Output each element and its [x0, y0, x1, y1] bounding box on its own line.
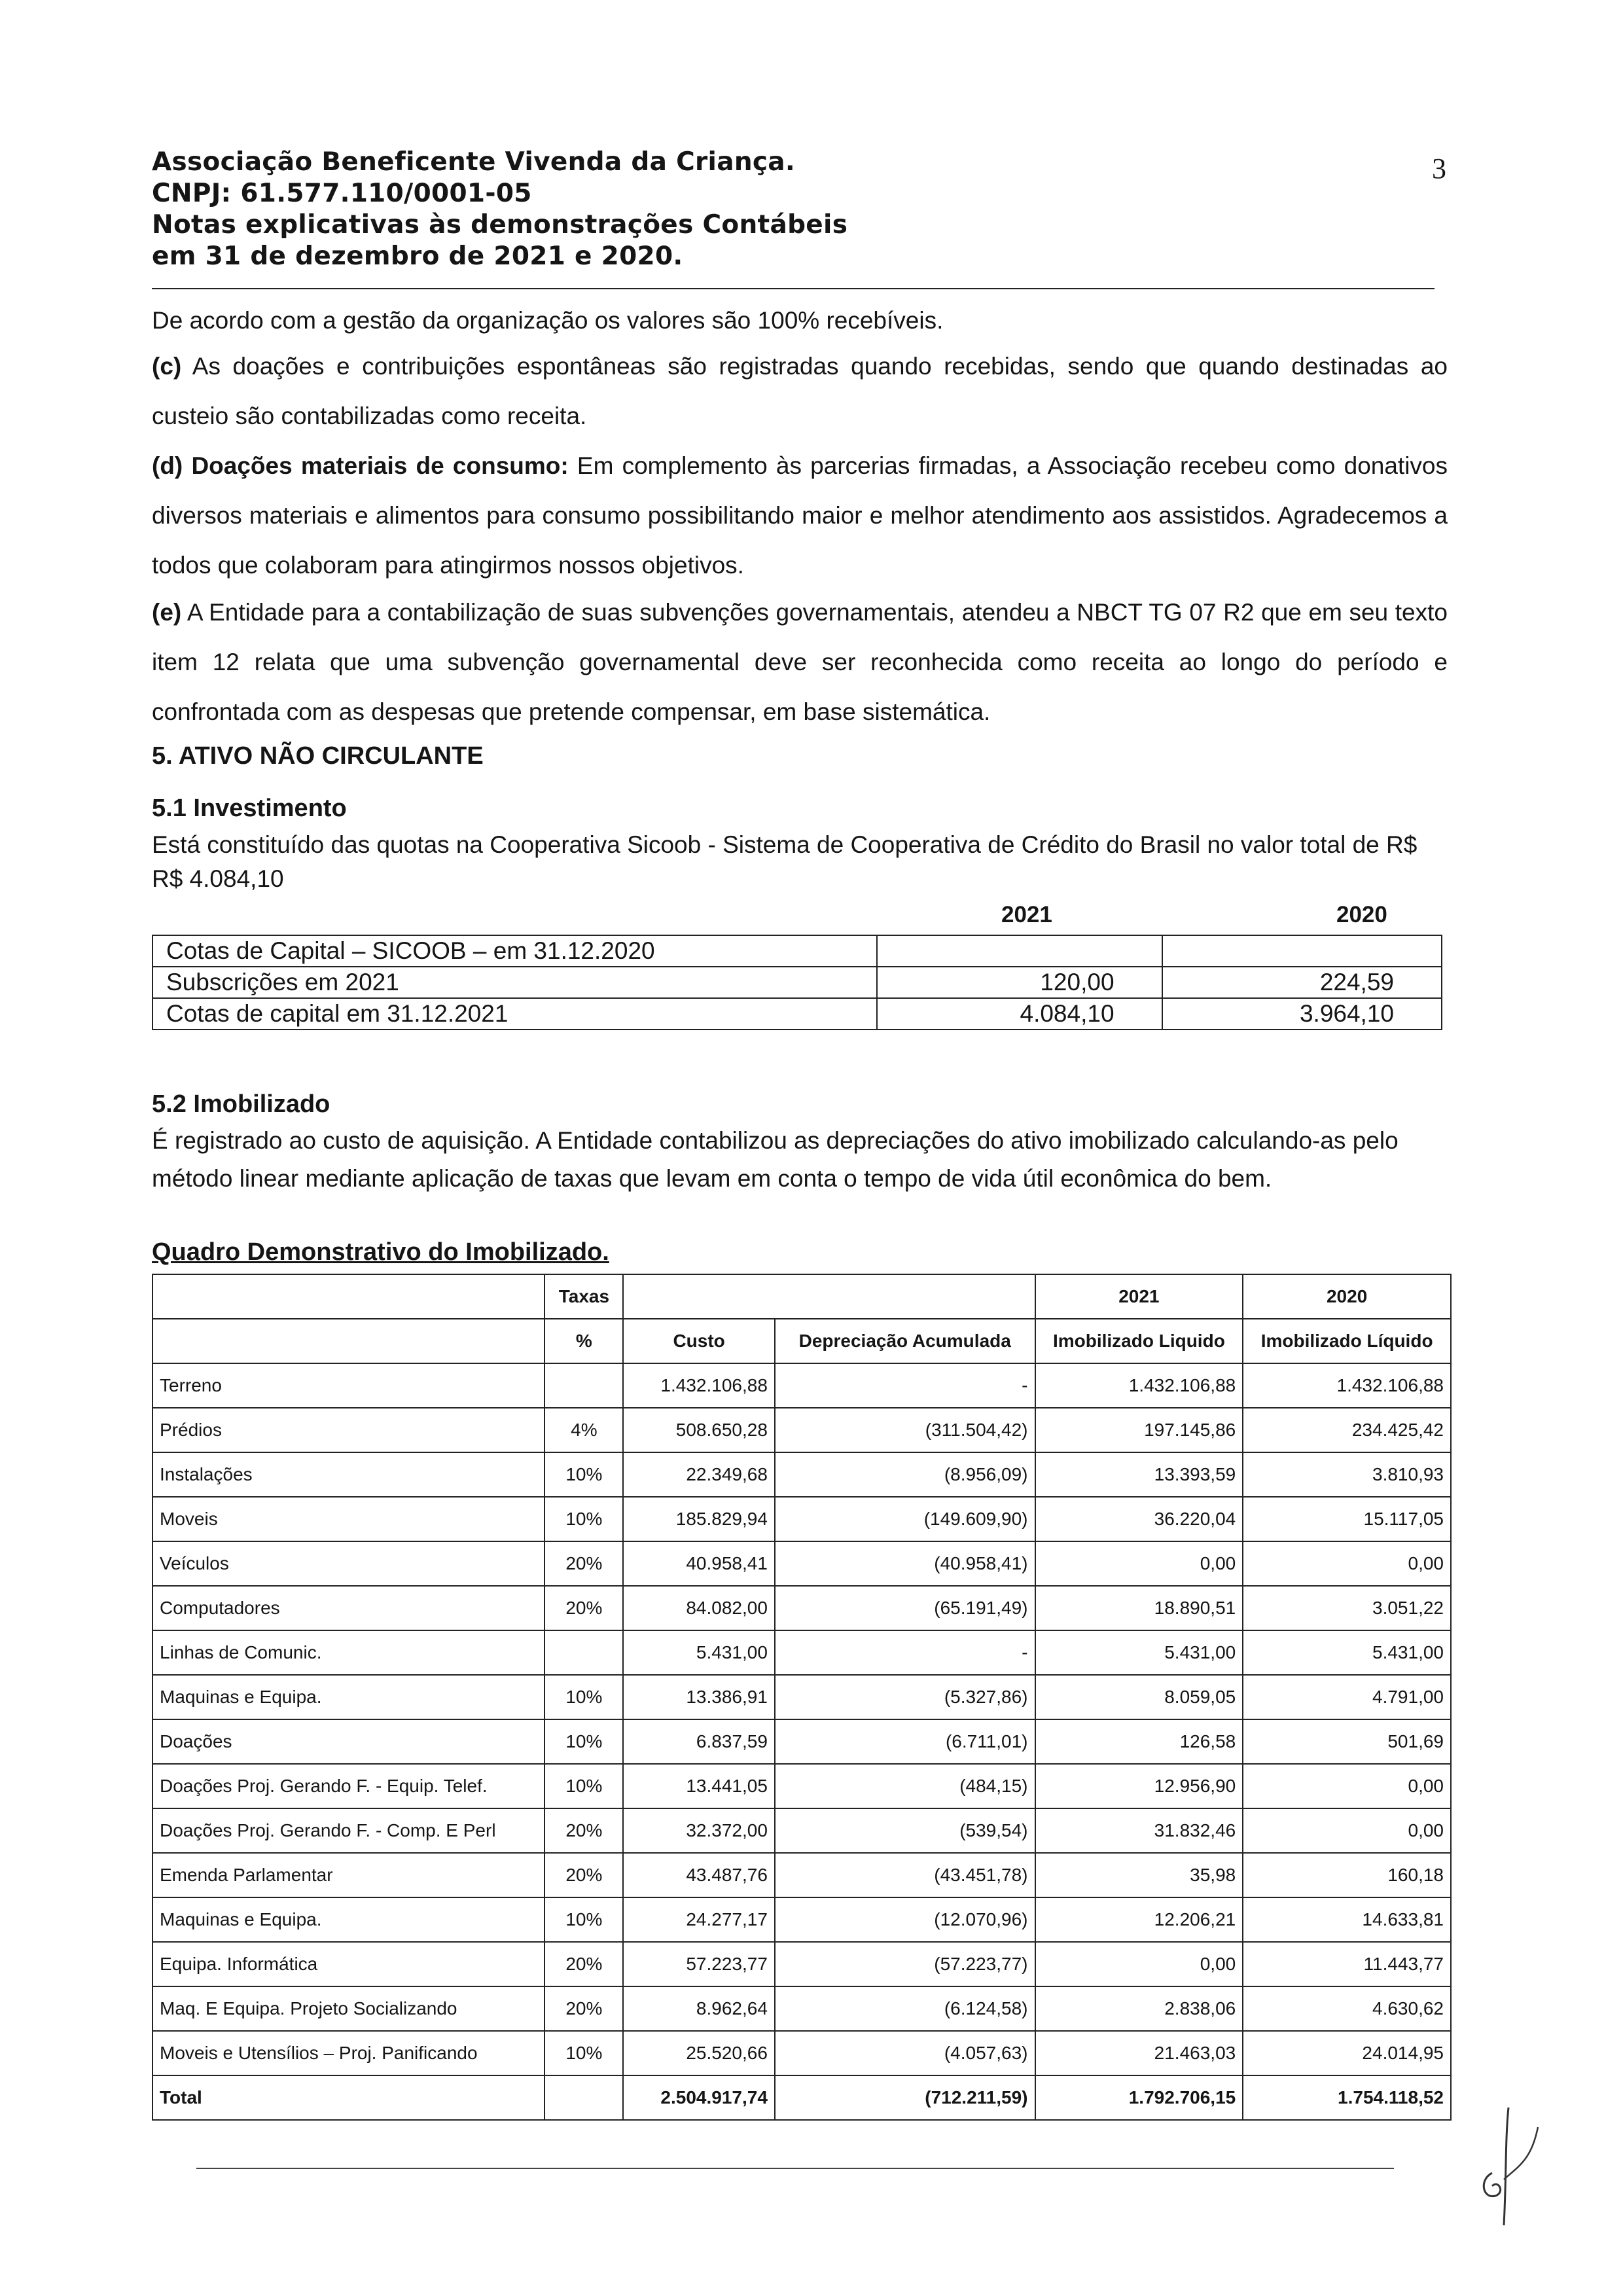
- table-header-row: [152, 1319, 1451, 1363]
- footer-divider: [196, 2168, 1394, 2169]
- cost: 43.487,76: [623, 1853, 775, 1897]
- cost: 57.223,77: [623, 1942, 775, 1986]
- table-row: [152, 1853, 1451, 1897]
- depreciation-rate: 20%: [544, 1541, 623, 1586]
- table-row: [152, 967, 1442, 998]
- investment-label: Cotas de Capital – SICOOB – em 31.12.2020: [152, 935, 877, 967]
- paragraph-d: [152, 441, 1448, 590]
- net-value-2021: 126,58: [1035, 1719, 1243, 1764]
- accumulated-depreciation: (149.609,90): [775, 1497, 1035, 1541]
- net-value-2020: 3.810,93: [1243, 1452, 1451, 1497]
- table-header-row: [152, 1274, 1451, 1319]
- depreciation-rate: 10%: [544, 1719, 623, 1764]
- asset-name: Instalações: [152, 1452, 544, 1497]
- net-value-2021: 36.220,04: [1035, 1497, 1243, 1541]
- section-5-1-title: 5.1 Investimento: [152, 795, 347, 822]
- accumulated-depreciation: (712.211,59): [775, 2075, 1035, 2120]
- paragraph-d-text: Em complemento às parcerias firmadas, a Associação recebeu como donativos diversos materiais e alimentos para consumo possibilitando maior e melhor atendimento aos assistidos. Agradecemos a todos que colaboram para atingirmos nossos objetivos.: [152, 452, 1448, 579]
- net-value-2021: 197.145,86: [1035, 1408, 1243, 1452]
- net-value-2020: 11.443,77: [1243, 1942, 1451, 1986]
- depreciation-rate: [544, 1363, 623, 1408]
- accumulated-depreciation: (539,54): [775, 1808, 1035, 1853]
- header-depreciacao: Depreciação Acumulada: [775, 1319, 1035, 1363]
- depreciation-rate: 20%: [544, 1853, 623, 1897]
- net-value-2020: 4.791,00: [1243, 1675, 1451, 1719]
- header-imobilizado-2020: Imobilizado Líquido: [1243, 1319, 1451, 1363]
- table-row: [152, 1808, 1451, 1853]
- depreciation-rate: 10%: [544, 1497, 623, 1541]
- net-value-2020: 5.431,00: [1243, 1630, 1451, 1675]
- net-value-2020: 4.630,62: [1243, 1986, 1451, 2031]
- depreciation-rate: 10%: [544, 1897, 623, 1942]
- asset-name: Moveis: [152, 1497, 544, 1541]
- section-5-title: 5. ATIVO NÃO CIRCULANTE: [152, 742, 484, 770]
- depreciation-rate: 10%: [544, 1675, 623, 1719]
- depreciation-rate: 20%: [544, 1942, 623, 1986]
- accumulated-depreciation: (57.223,77): [775, 1942, 1035, 1986]
- header-blank-span: [623, 1274, 1035, 1319]
- net-value-2020: 0,00: [1243, 1541, 1451, 1586]
- cost: 32.372,00: [623, 1808, 775, 1853]
- cost: 13.386,91: [623, 1675, 775, 1719]
- net-value-2021: 1.432.106,88: [1035, 1363, 1243, 1408]
- net-value-2021: 18.890,51: [1035, 1586, 1243, 1630]
- accumulated-depreciation: (6.124,58): [775, 1986, 1035, 2031]
- net-value-2021: 5.431,00: [1035, 1630, 1243, 1675]
- investment-label: Subscrições em 2021: [152, 967, 877, 998]
- accumulated-depreciation: -: [775, 1363, 1035, 1408]
- page-number: 3: [1432, 152, 1446, 185]
- organization-name: Associação Beneficente Vivenda da Criança.: [152, 147, 796, 177]
- net-value-2020: 160,18: [1243, 1853, 1451, 1897]
- asset-name: Veículos: [152, 1541, 544, 1586]
- table-row: [152, 1719, 1451, 1764]
- table-row: [152, 935, 1442, 967]
- section-5-1-text: Está constituído das quotas na Cooperativa Sicoob - Sistema de Cooperativa de Crédito do Brasil no valor total de R$: [152, 831, 1418, 858]
- asset-name: Doações Proj. Gerando F. - Equip. Telef.: [152, 1764, 544, 1808]
- asset-name: Equipa. Informática: [152, 1942, 544, 1986]
- paragraph-c-text: As doações e contribuições espontâneas são registradas quando recebidas, sendo que quando destinadas ao custeio são contabilizadas como receita.: [152, 353, 1448, 429]
- net-value-2020: 24.014,95: [1243, 2031, 1451, 2075]
- depreciation-rate: [544, 2075, 623, 2120]
- cost: 22.349,68: [623, 1452, 775, 1497]
- section-5-2-title: 5.2 Imobilizado: [152, 1090, 330, 1118]
- paragraph-e-text: A Entidade para a contabilização de suas subvenções governamentais, atendeu a NBCT TG 07 R2 que em seu texto item 12 relata que uma subvenção governamental deve ser reconhecida como receita ao longo do período e confrontada com as despesas que pretende compensar, em base sistemática.: [152, 599, 1448, 725]
- depreciation-rate: 20%: [544, 1986, 623, 2031]
- table-row: [152, 1675, 1451, 1719]
- investment-label: Cotas de capital em 31.12.2021: [152, 998, 877, 1030]
- investment-table: [152, 935, 1442, 1030]
- table-row: [152, 1942, 1451, 1986]
- section-5-2-text-1: É registrado ao custo de aquisição. A Entidade contabilizou as depreciações do ativo imobilizado calculando-as pelo: [152, 1127, 1399, 1154]
- investment-year-2020: 2020: [1336, 902, 1387, 927]
- investment-value-2021: [877, 935, 1162, 967]
- header-imobilizado-2021: Imobilizado Liquido: [1035, 1319, 1243, 1363]
- asset-name: Linhas de Comunic.: [152, 1630, 544, 1675]
- table-row: [152, 1497, 1451, 1541]
- asset-name: Maquinas e Equipa.: [152, 1675, 544, 1719]
- signature-mark: [1472, 2101, 1551, 2232]
- table-row: [152, 1363, 1451, 1408]
- header-empty-cell: [152, 1319, 544, 1363]
- header-empty-cell: [152, 1274, 544, 1319]
- asset-name: Computadores: [152, 1586, 544, 1630]
- cost: 24.277,17: [623, 1897, 775, 1942]
- net-value-2021: 8.059,05: [1035, 1675, 1243, 1719]
- accumulated-depreciation: (40.958,41): [775, 1541, 1035, 1586]
- accumulated-depreciation: (5.327,86): [775, 1675, 1035, 1719]
- asset-name: Moveis e Utensílios – Proj. Panificando: [152, 2031, 544, 2075]
- accumulated-depreciation: (8.956,09): [775, 1452, 1035, 1497]
- net-value-2021: 2.838,06: [1035, 1986, 1243, 2031]
- quadro-title: Quadro Demonstrativo do Imobilizado.: [152, 1238, 609, 1266]
- document-title: Notas explicativas às demonstrações Contábeis: [152, 210, 848, 240]
- header-2021: 2021: [1035, 1274, 1243, 1319]
- paragraph-c: [152, 342, 1448, 441]
- accumulated-depreciation: (65.191,49): [775, 1586, 1035, 1630]
- asset-name: Terreno: [152, 1363, 544, 1408]
- fixed-assets-table: [152, 1274, 1452, 2121]
- asset-name: Maquinas e Equipa.: [152, 1897, 544, 1942]
- header-custo: Custo: [623, 1319, 775, 1363]
- table-row: [152, 1897, 1451, 1942]
- net-value-2021: 35,98: [1035, 1853, 1243, 1897]
- document-period: em 31 de dezembro de 2021 e 2020.: [152, 242, 683, 271]
- investment-value-2020: 224,59: [1162, 967, 1442, 998]
- net-value-2020: 234.425,42: [1243, 1408, 1451, 1452]
- accumulated-depreciation: (6.711,01): [775, 1719, 1035, 1764]
- paragraph-receivables: De acordo com a gestão da organização os valores são 100% recebíveis.: [152, 307, 944, 334]
- asset-name: Prédios: [152, 1408, 544, 1452]
- table-row: [152, 1541, 1451, 1586]
- cost: 185.829,94: [623, 1497, 775, 1541]
- depreciation-rate: 10%: [544, 1764, 623, 1808]
- investment-value-2020: [1162, 935, 1442, 967]
- table-row: [152, 1408, 1451, 1452]
- cost: 13.441,05: [623, 1764, 775, 1808]
- section-5-1-total: R$ 4.084,10: [152, 865, 284, 892]
- cost: 84.082,00: [623, 1586, 775, 1630]
- accumulated-depreciation: (4.057,63): [775, 2031, 1035, 2075]
- header-taxas: Taxas: [544, 1274, 623, 1319]
- table-row: [152, 1630, 1451, 1675]
- paragraph-e: [152, 588, 1448, 737]
- table-row: [152, 1452, 1451, 1497]
- cost: 2.504.917,74: [623, 2075, 775, 2120]
- header-percent: %: [544, 1319, 623, 1363]
- header-divider: [152, 288, 1435, 289]
- accumulated-depreciation: (311.504,42): [775, 1408, 1035, 1452]
- depreciation-rate: 20%: [544, 1586, 623, 1630]
- net-value-2020: 0,00: [1243, 1764, 1451, 1808]
- header-2020: 2020: [1243, 1274, 1451, 1319]
- accumulated-depreciation: (484,15): [775, 1764, 1035, 1808]
- cost: 25.520,66: [623, 2031, 775, 2075]
- cost: 508.650,28: [623, 1408, 775, 1452]
- accumulated-depreciation: (12.070,96): [775, 1897, 1035, 1942]
- net-value-2020: 501,69: [1243, 1719, 1451, 1764]
- net-value-2021: 12.956,90: [1035, 1764, 1243, 1808]
- net-value-2021: 0,00: [1035, 1541, 1243, 1586]
- net-value-2020: 3.051,22: [1243, 1586, 1451, 1630]
- table-row: [152, 2031, 1451, 2075]
- table-row: [152, 1764, 1451, 1808]
- net-value-2021: 12.206,21: [1035, 1897, 1243, 1942]
- net-value-2020: 0,00: [1243, 1808, 1451, 1853]
- paragraph-e-label: (e): [152, 599, 182, 626]
- cost: 5.431,00: [623, 1630, 775, 1675]
- net-value-2021: 1.792.706,15: [1035, 2075, 1243, 2120]
- document-header: [152, 147, 1435, 272]
- section-5-2-text-2: método linear mediante aplicação de taxas que levam em conta o tempo de vida útil econômica do bem.: [152, 1165, 1272, 1192]
- net-value-2020: 1.754.118,52: [1243, 2075, 1451, 2120]
- asset-name: Maq. E Equipa. Projeto Socializando: [152, 1986, 544, 2031]
- net-value-2021: 0,00: [1035, 1942, 1243, 1986]
- table-row: [152, 1986, 1451, 2031]
- investment-value-2021: 4.084,10: [877, 998, 1162, 1030]
- net-value-2021: 31.832,46: [1035, 1808, 1243, 1853]
- depreciation-rate: 4%: [544, 1408, 623, 1452]
- net-value-2021: 13.393,59: [1035, 1452, 1243, 1497]
- depreciation-rate: 10%: [544, 1452, 623, 1497]
- depreciation-rate: 10%: [544, 2031, 623, 2075]
- cost: 1.432.106,88: [623, 1363, 775, 1408]
- asset-name: Doações Proj. Gerando F. - Comp. E Perl: [152, 1808, 544, 1853]
- table-row: [152, 1586, 1451, 1630]
- paragraph-d-label: (d) Doações materiais de consumo:: [152, 452, 569, 479]
- net-value-2021: 21.463,03: [1035, 2031, 1243, 2075]
- paragraph-c-label: (c): [152, 353, 182, 380]
- accumulated-depreciation: (43.451,78): [775, 1853, 1035, 1897]
- investment-year-2021: 2021: [1001, 902, 1052, 927]
- accumulated-depreciation: -: [775, 1630, 1035, 1675]
- asset-name: Total: [152, 2075, 544, 2120]
- investment-value-2020: 3.964,10: [1162, 998, 1442, 1030]
- depreciation-rate: [544, 1630, 623, 1675]
- asset-name: Doações: [152, 1719, 544, 1764]
- net-value-2020: 14.633,81: [1243, 1897, 1451, 1942]
- asset-name: Emenda Parlamentar: [152, 1853, 544, 1897]
- cost: 8.962,64: [623, 1986, 775, 2031]
- investment-value-2021: 120,00: [877, 967, 1162, 998]
- cost: 6.837,59: [623, 1719, 775, 1764]
- cost: 40.958,41: [623, 1541, 775, 1586]
- net-value-2020: 1.432.106,88: [1243, 1363, 1451, 1408]
- table-row: [152, 998, 1442, 1030]
- total-row: [152, 2075, 1451, 2120]
- depreciation-rate: 20%: [544, 1808, 623, 1853]
- cnpj: CNPJ: 61.577.110/0001-05: [152, 179, 532, 208]
- net-value-2020: 15.117,05: [1243, 1497, 1451, 1541]
